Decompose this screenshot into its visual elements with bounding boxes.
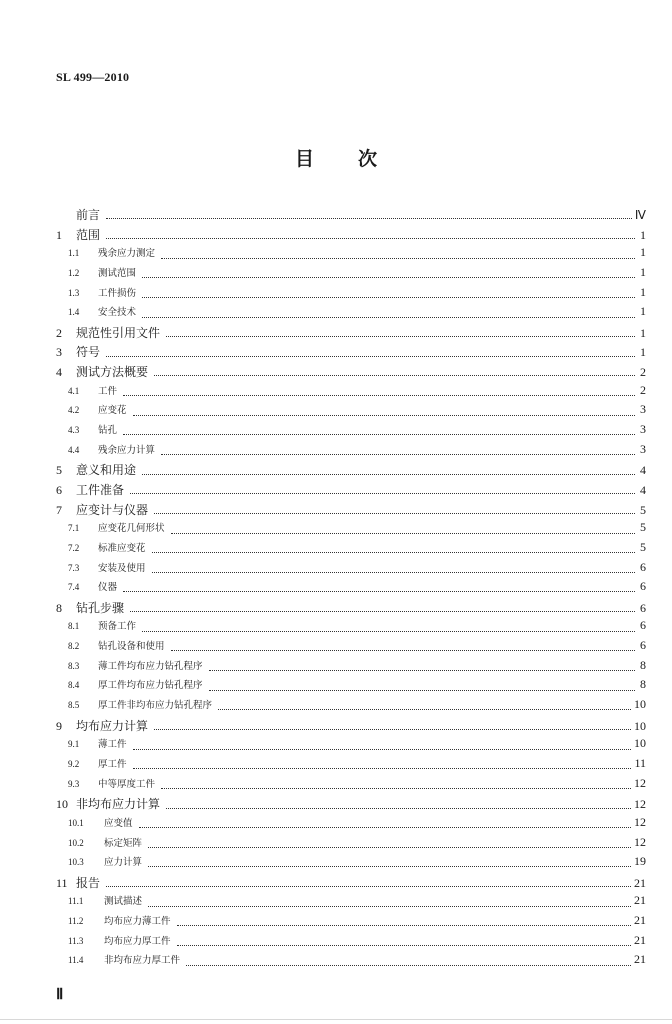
toc-subentry[interactable] <box>56 697 646 717</box>
toc-entry[interactable] <box>56 226 646 246</box>
toc-page-number: 8 <box>640 657 646 672</box>
toc-entry-number: 7.3 <box>68 562 80 573</box>
toc-entry[interactable] <box>56 324 646 344</box>
table-of-contents <box>56 206 646 972</box>
toc-page-number: 5 <box>640 539 646 554</box>
toc-page-number: 12 <box>634 834 646 849</box>
toc-dot-leader <box>154 375 635 376</box>
toc-entry[interactable] <box>56 795 646 815</box>
toc-dot-leader <box>171 533 635 534</box>
toc-subentry[interactable] <box>56 952 646 972</box>
toc-dot-leader <box>154 513 635 514</box>
toc-entry-title: 薄工件 <box>98 739 127 751</box>
toc-dot-leader <box>123 434 635 435</box>
toc-subentry[interactable] <box>56 677 646 697</box>
toc-entry[interactable] <box>56 343 646 363</box>
toc-dot-leader <box>154 729 631 730</box>
toc-dot-leader <box>142 277 635 278</box>
toc-entry-title: 均布应力厚工件 <box>104 935 171 947</box>
toc-entry-title: 意义和用途 <box>76 463 137 478</box>
toc-subentry[interactable] <box>56 402 646 422</box>
toc-entry-number: 7.1 <box>68 523 80 534</box>
toc-page-number: 8 <box>640 677 646 692</box>
toc-entry-number: 8.2 <box>68 641 80 652</box>
toc-dot-leader <box>142 631 635 632</box>
toc-subentry[interactable] <box>56 422 646 442</box>
toc-entry-title: 规范性引用文件 <box>76 325 161 340</box>
toc-subentry[interactable] <box>56 618 646 638</box>
toc-page-number: 5 <box>640 520 646 535</box>
toc-page-number: 21 <box>634 913 646 928</box>
toc-entry-title: 标准应变花 <box>98 542 146 554</box>
toc-dot-leader <box>177 925 631 926</box>
toc-entry-number: 8.3 <box>68 660 80 671</box>
toc-subentry[interactable] <box>56 658 646 678</box>
toc-subentry[interactable] <box>56 815 646 835</box>
toc-page-number: 3 <box>640 422 646 437</box>
toc-dot-leader <box>148 847 631 848</box>
toc-dot-leader <box>123 591 635 592</box>
toc-dot-leader <box>177 945 631 946</box>
toc-entry-number: 11.2 <box>68 916 84 927</box>
toc-page-number: 11 <box>634 755 646 770</box>
toc-subentry[interactable] <box>56 854 646 874</box>
toc-entry-title: 工件 <box>98 385 118 397</box>
toc-entry-number: 11.4 <box>68 955 84 966</box>
toc-page-number: 1 <box>640 284 646 299</box>
toc-subentry[interactable] <box>56 579 646 599</box>
toc-dot-leader <box>133 415 635 416</box>
toc-dot-leader <box>106 218 632 219</box>
toc-page-number: 1 <box>640 345 646 360</box>
toc-dot-leader <box>161 258 635 259</box>
toc-page-number: 6 <box>640 618 646 633</box>
toc-dot-leader <box>209 670 635 671</box>
toc-page-number: 5 <box>640 502 646 517</box>
toc-entry-title: 钻孔步骤 <box>76 600 125 615</box>
toc-entry-title: 报告 <box>76 875 101 890</box>
toc-page-number: 6 <box>640 579 646 594</box>
toc-entry[interactable] <box>56 717 646 737</box>
toc-entry-title: 测试描述 <box>104 896 143 908</box>
toc-entry-title: 测试范围 <box>98 267 137 279</box>
toc-entry-title: 钻孔 <box>98 425 118 437</box>
title-char-2: 次 <box>358 148 378 170</box>
toc-subentry[interactable] <box>56 520 646 540</box>
toc-entry-title: 工件损伤 <box>98 287 137 299</box>
toc-page-number: 1 <box>640 264 646 279</box>
toc-entry[interactable] <box>56 461 646 481</box>
toc-subentry[interactable] <box>56 442 646 462</box>
toc-entry-title: 安全技术 <box>98 307 137 319</box>
toc-subentry[interactable] <box>56 913 646 933</box>
toc-entry-number: 9 <box>56 718 62 733</box>
toc-subentry[interactable] <box>56 893 646 913</box>
toc-subentry[interactable] <box>56 245 646 265</box>
toc-entry-title: 测试方法概要 <box>76 365 149 380</box>
toc-entry-title: 前言 <box>76 208 101 222</box>
toc-entry-title: 工件准备 <box>76 482 125 497</box>
toc-subentry[interactable] <box>56 736 646 756</box>
toc-dot-leader <box>171 650 635 651</box>
toc-entry-number: 7.4 <box>68 582 80 593</box>
toc-page-number: 12 <box>634 814 646 829</box>
toc-subentry[interactable] <box>56 285 646 305</box>
toc-entry-title: 厚工件 <box>98 758 127 770</box>
toc-entry-number: 3 <box>56 345 62 360</box>
toc-entry-number: 10.1 <box>68 817 84 828</box>
toc-entry[interactable] <box>56 874 646 894</box>
toc-dot-leader <box>161 454 635 455</box>
toc-page-number: 4 <box>640 463 646 478</box>
toc-entry-number: 1.3 <box>68 287 80 298</box>
toc-entry-number: 1.1 <box>68 248 80 259</box>
toc-entry-title: 预备工作 <box>98 621 137 633</box>
toc-entry-title: 残余应力计算 <box>98 444 156 456</box>
toc-entry-number: 4.1 <box>68 385 80 396</box>
toc-entry-number: 9.3 <box>68 778 80 789</box>
toc-page-number: 4 <box>640 482 646 497</box>
toc-entry-number: 11.1 <box>68 896 84 907</box>
toc-dot-leader <box>123 395 635 396</box>
toc-entry[interactable] <box>56 599 646 619</box>
toc-subentry[interactable] <box>56 540 646 560</box>
toc-dot-leader <box>166 336 635 337</box>
toc-entry-title: 范围 <box>76 227 101 242</box>
toc-page-number: 1 <box>640 245 646 260</box>
toc-entry-title: 中等厚度工件 <box>98 778 156 790</box>
toc-dot-leader <box>148 906 631 907</box>
toc-dot-leader <box>130 493 635 494</box>
toc-entry-number: 5 <box>56 463 62 478</box>
toc-entry-number: 1.2 <box>68 267 80 278</box>
title-char-1: 目 <box>294 148 314 170</box>
toc-entry[interactable] <box>56 501 646 521</box>
toc-page-number: 21 <box>634 932 646 947</box>
toc-dot-leader <box>139 827 631 828</box>
toc-dot-leader <box>166 808 631 809</box>
scan-edge-line <box>0 1019 672 1020</box>
toc-page-number: 3 <box>640 441 646 456</box>
toc-dot-leader <box>148 866 631 867</box>
toc-entry-title: 厚工件非均布应力钻孔程序 <box>98 700 213 712</box>
toc-dot-leader <box>218 709 631 710</box>
toc-entry-number: 9.1 <box>68 739 80 750</box>
toc-page-number: 21 <box>634 952 646 967</box>
toc-dot-leader <box>106 886 631 887</box>
toc-entry-title: 非均布应力计算 <box>76 797 161 812</box>
toc-dot-leader <box>130 611 635 612</box>
toc-entry[interactable] <box>56 481 646 501</box>
toc-subentry[interactable] <box>56 383 646 403</box>
toc-entry-title: 标定矩阵 <box>104 837 143 849</box>
toc-dot-leader <box>142 317 635 318</box>
toc-page-number: 12 <box>634 775 646 790</box>
toc-page-number: 6 <box>640 600 646 615</box>
toc-entry-title: 非均布应力厚工件 <box>104 955 181 967</box>
standard-code: SL 499—2010 <box>56 70 130 84</box>
toc-subentry[interactable] <box>56 638 646 658</box>
toc-page-number: 2 <box>640 365 646 380</box>
toc-entry-number: 2 <box>56 325 62 340</box>
toc-entry-number: 11.3 <box>68 935 84 946</box>
toc-entry-number: 1.4 <box>68 307 80 318</box>
toc-entry-number: 8.1 <box>68 621 80 632</box>
toc-page-number: 1 <box>640 325 646 340</box>
toc-dot-leader <box>142 474 635 475</box>
toc-entry-title: 应变计与仪器 <box>76 502 149 517</box>
page-title <box>0 144 672 171</box>
toc-entry-number: 7.2 <box>68 542 80 553</box>
toc-subentry[interactable] <box>56 776 646 796</box>
toc-entry-title: 均布应力薄工件 <box>104 916 171 928</box>
toc-subentry[interactable] <box>56 756 646 776</box>
toc-page-number: 1 <box>640 227 646 242</box>
toc-entry-number: 7 <box>56 502 62 517</box>
toc-subentry[interactable] <box>56 304 646 324</box>
toc-entry-title: 仪器 <box>98 582 118 594</box>
toc-subentry[interactable] <box>56 265 646 285</box>
toc-entry-number: 4.3 <box>68 425 80 436</box>
toc-entry-title: 应变值 <box>104 817 133 829</box>
toc-page-number: 1 <box>640 304 646 319</box>
toc-entry-title: 薄工件均布应力钻孔程序 <box>98 660 203 672</box>
toc-entry-title: 应力计算 <box>104 857 143 869</box>
toc-page-number: 10 <box>634 697 646 712</box>
toc-entry-number: 10.3 <box>68 857 84 868</box>
toc-dot-leader <box>133 749 631 750</box>
toc-entry-number: 4.4 <box>68 444 80 455</box>
toc-entry-number: 6 <box>56 482 62 497</box>
toc-page-number: 10 <box>634 736 646 751</box>
toc-subentry[interactable] <box>56 835 646 855</box>
toc-entry-title: 符号 <box>76 345 101 360</box>
toc-dot-leader <box>106 238 635 239</box>
toc-dot-leader <box>161 788 631 789</box>
toc-subentry[interactable] <box>56 933 646 953</box>
toc-page-number: 6 <box>640 559 646 574</box>
toc-dot-leader <box>133 768 632 769</box>
toc-entry-number: 9.2 <box>68 758 80 769</box>
toc-subentry[interactable] <box>56 560 646 580</box>
toc-dot-leader <box>152 572 635 573</box>
toc-page-number: 2 <box>640 382 646 397</box>
toc-entry-number: 8.4 <box>68 680 80 691</box>
toc-entry-number: 8 <box>56 600 62 615</box>
toc-page-number: 6 <box>640 638 646 653</box>
toc-entry[interactable] <box>56 206 646 226</box>
toc-page-number: 21 <box>634 893 646 908</box>
toc-page-number: 12 <box>634 797 646 812</box>
toc-entry-number: 11 <box>56 875 68 890</box>
toc-page-number: 10 <box>634 718 646 733</box>
toc-entry-title: 应变花 <box>98 405 127 417</box>
toc-dot-leader <box>209 690 635 691</box>
toc-entry-number: 10.2 <box>68 837 84 848</box>
toc-entry-number: 10 <box>56 797 68 812</box>
toc-page-number: 19 <box>634 854 646 869</box>
toc-entry-number: 4 <box>56 365 62 380</box>
toc-entry-number: 4.2 <box>68 405 80 416</box>
toc-page-number: Ⅳ <box>634 208 646 222</box>
toc-entry-title: 均布应力计算 <box>76 718 149 733</box>
toc-entry[interactable] <box>56 363 646 383</box>
toc-dot-leader <box>142 297 635 298</box>
toc-entry-title: 应变花几何形状 <box>98 523 165 535</box>
toc-entry-number: 1 <box>56 227 62 242</box>
toc-entry-title: 厚工件均布应力钻孔程序 <box>98 680 203 692</box>
toc-entry-title: 钻孔设备和使用 <box>98 641 165 653</box>
toc-entry-title: 安装及使用 <box>98 562 146 574</box>
toc-page-number: 21 <box>634 875 646 890</box>
footer-page-number: Ⅱ <box>56 987 64 1003</box>
toc-dot-leader <box>106 356 635 357</box>
toc-entry-number: 8.5 <box>68 700 80 711</box>
toc-page-number: 3 <box>640 402 646 417</box>
toc-entry-title: 残余应力测定 <box>98 248 156 260</box>
toc-dot-leader <box>186 965 631 966</box>
toc-dot-leader <box>152 552 635 553</box>
